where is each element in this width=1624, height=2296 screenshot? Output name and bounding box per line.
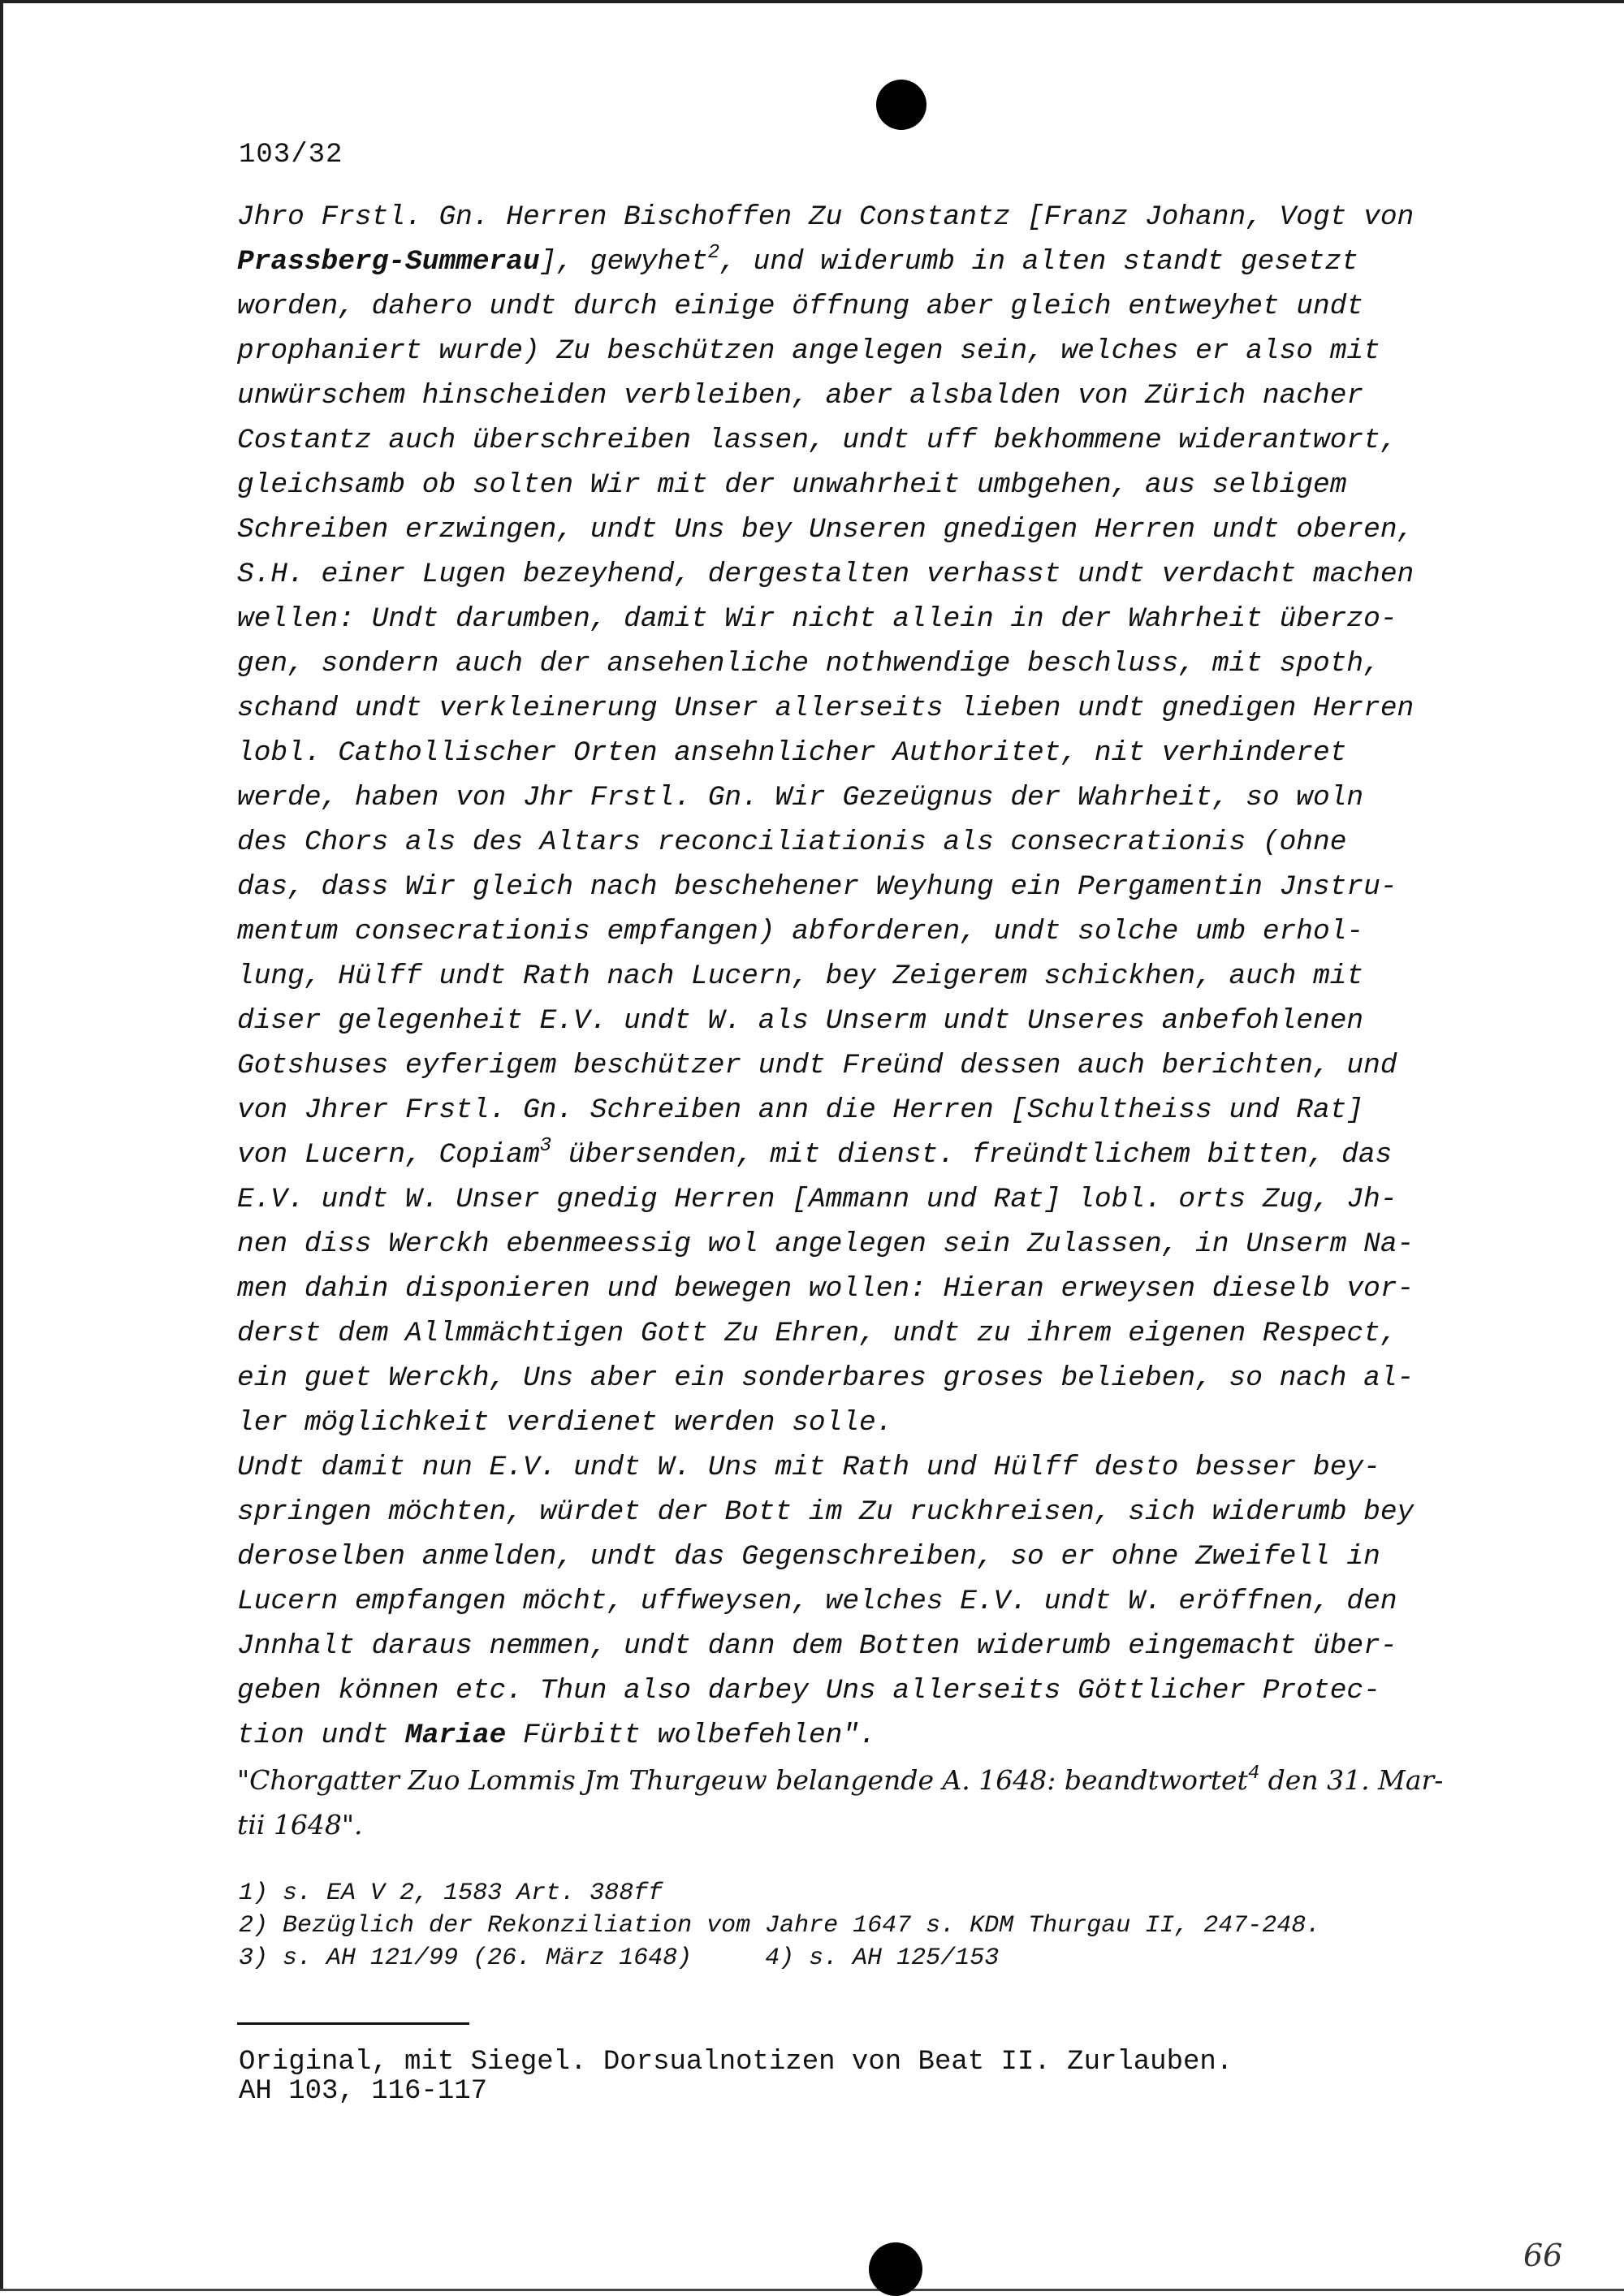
text-segment: lung, Hülff undt Rath nach Lucern, bey Zeigerem schickhen, auch mit xyxy=(237,960,1364,992)
text-segment: Costantz auch überschreiben lassen, undt uff bekhommene widerantwort, xyxy=(237,425,1397,456)
text-segment: werde, haben von Jhr Frstl. Gn. Wir Gezeügnus der Wahrheit, so woln xyxy=(237,782,1364,814)
text-line xyxy=(237,463,1488,507)
text-segment: das, dass Wir gleich nach beschehener Weyhung ein Pergamentin Jnstru- xyxy=(237,871,1397,903)
scan-border-top xyxy=(0,0,1624,3)
punch-hole-bottom xyxy=(869,2242,922,2296)
text-segment: ], gewyhet xyxy=(539,246,708,278)
text-segment: "Chorgatter Zuo Lommis Jm Thurgeuw belangende A. 1648: beandtwortet xyxy=(237,1764,1248,1796)
text-line xyxy=(237,1133,1488,1177)
text-line xyxy=(237,195,1488,240)
text-line xyxy=(237,329,1488,373)
text-segment: prophaniert wurde) Zu beschützen angelegen sein, welches er also mit xyxy=(237,335,1380,367)
text-segment: mentum consecrationis empfangen) abforderen, undt solche umb erhol- xyxy=(237,916,1364,947)
text-line xyxy=(237,507,1488,552)
text-line xyxy=(237,1356,1488,1400)
text-segment: übersenden, mit dienst. freündtlichem bitten, das xyxy=(551,1139,1393,1171)
text-line xyxy=(237,731,1488,775)
text-line xyxy=(237,1311,1488,1356)
text-segment: Prassberg-Summerau xyxy=(237,246,540,278)
text-segment: gleichsamb ob solten Wir mit der unwahrheit umbgehen, aus selbigem xyxy=(237,469,1347,501)
text-segment: ler möglichkeit verdienet werden solle. xyxy=(237,1407,893,1439)
footnote-ref: 3 xyxy=(539,1135,552,1157)
source-line-1: Original, mit Siegel. Dorsualnotizen von Beat II. Zurlauben. xyxy=(239,2047,1233,2078)
text-segment: tii 1648". xyxy=(237,1809,363,1841)
text-segment: men dahin disponieren und bewegen wollen: Hieran erweysen dieselb vor- xyxy=(237,1273,1415,1305)
footnote-3-4: 3) s. AH 121/99 (26. März 1648) 4) s. AH 125/153 xyxy=(239,1944,1000,1972)
letter-body xyxy=(237,195,1488,1847)
text-segment: deroselben anmelden, undt das Gegenschreiben, so er ohne Zweifell in xyxy=(237,1541,1380,1573)
text-line xyxy=(237,865,1488,909)
text-segment: diser gelegenheit E.V. undt W. als Unserm undt Unseres anbefohlenen xyxy=(237,1005,1364,1037)
text-line xyxy=(237,1490,1488,1534)
text-line xyxy=(237,1177,1488,1222)
text-line xyxy=(237,1624,1488,1668)
text-segment: den 31. Mar- xyxy=(1259,1764,1444,1796)
footnote-1: 1) s. EA V 2, 1583 Art. 388ff xyxy=(239,1880,663,1907)
text-segment: E.V. undt W. Unser gnedig Herren [Ammann und Rat] lobl. orts Zug, Jh- xyxy=(237,1184,1397,1215)
text-line xyxy=(237,775,1488,820)
text-segment: tion undt xyxy=(237,1720,406,1751)
text-line xyxy=(237,1445,1488,1490)
text-line xyxy=(237,1668,1488,1713)
text-line xyxy=(237,284,1488,329)
text-line xyxy=(237,641,1488,686)
source-line-2: AH 103, 116-117 xyxy=(239,2076,488,2107)
text-line xyxy=(237,820,1488,865)
text-segment: nen diss Werckh ebenmeessig wol angelegen sein Zulassen, in Unserm Na- xyxy=(237,1228,1415,1260)
text-segment: Lucern empfangen möcht, uffweysen, welches E.V. undt W. eröffnen, den xyxy=(237,1586,1397,1617)
text-segment: worden, dahero undt durch einige öffnung aber gleich entweyhet undt xyxy=(237,291,1364,322)
text-segment: des Chors als des Altars reconciliationis als consecrationis (ohne xyxy=(237,826,1347,858)
text-segment: Fürbitt wolbefehlen". xyxy=(506,1720,876,1751)
footnotes xyxy=(239,1877,1538,1974)
footnote-divider xyxy=(237,2022,469,2025)
text-line xyxy=(237,1400,1488,1445)
text-segment: Gotshuses eyferigem beschützer undt Freünd dessen auch berichten, und xyxy=(237,1050,1397,1081)
text-segment: lobl. Cathollischer Orten ansehnlicher Authoritet, nit verhinderet xyxy=(237,737,1347,769)
text-segment: ein guet Werckh, Uns aber ein sonderbares groses belieben, so nach al- xyxy=(237,1362,1415,1394)
document-number: 103/32 xyxy=(239,140,343,170)
text-line xyxy=(237,954,1488,999)
text-line xyxy=(237,999,1488,1043)
text-line xyxy=(237,1088,1488,1133)
punch-hole-top xyxy=(876,80,926,130)
text-segment: derst dem Allmmächtigen Gott Zu Ehren, undt zu ihrem eigenen Respect, xyxy=(237,1318,1397,1349)
text-line xyxy=(237,1222,1488,1267)
text-line xyxy=(237,373,1488,418)
text-line xyxy=(237,1043,1488,1088)
text-line xyxy=(237,909,1488,954)
footnote-ref: 2 xyxy=(707,242,720,264)
source-note xyxy=(239,2048,1233,2106)
text-line xyxy=(237,1267,1488,1311)
text-segment: von Lucern, Copiam xyxy=(237,1139,540,1171)
scan-border-left xyxy=(0,0,3,2291)
text-line xyxy=(237,597,1488,641)
text-segment: geben können etc. Thun also darbey Uns allerseits Göttlicher Protec- xyxy=(237,1675,1380,1707)
text-segment: Undt damit nun E.V. undt W. Uns mit Rath und Hülff desto besser bey- xyxy=(237,1452,1380,1483)
text-segment: gen, sondern auch der ansehenliche nothwendige beschluss, mit spoth, xyxy=(237,648,1380,680)
footnote-ref: 4 xyxy=(1247,1763,1260,1785)
text-segment: Jhro Frstl. Gn. Herren Bischoffen Zu Constantz [Franz Johann, Vogt von xyxy=(237,201,1415,233)
text-line xyxy=(237,1802,1488,1847)
page-mark: 66 xyxy=(1523,2238,1563,2273)
footnote-2: 2) Bezüglich der Rekonziliation vom Jahre 1647 s. KDM Thurgau II, 247-248. xyxy=(239,1912,1321,1940)
text-segment: unwürschem hinscheiden verbleiben, aber alsbalden von Zürich nacher xyxy=(237,380,1364,412)
text-segment: S.H. einer Lugen bezeyhend, dergestalten verhasst undt verdacht machen xyxy=(237,559,1415,590)
text-segment: Schreiben erzwingen, undt Uns bey Unseren gnedigen Herren undt oberen, xyxy=(237,514,1415,546)
text-segment: wellen: Undt darumben, damit Wir nicht allein in der Wahrheit überzo- xyxy=(237,603,1397,635)
text-segment: schand undt verkleinerung Unser allerseits lieben undt gnedigen Herren xyxy=(237,693,1415,724)
text-segment: Mariae xyxy=(405,1720,507,1751)
text-line xyxy=(237,1758,1488,1802)
text-line xyxy=(237,1579,1488,1624)
text-line xyxy=(237,552,1488,597)
text-segment: , und widerumb in alten standt gesetzt xyxy=(719,246,1358,278)
text-line xyxy=(237,686,1488,731)
text-segment: springen möchten, würdet der Bott im Zu ruckhreisen, sich widerumb bey xyxy=(237,1496,1415,1528)
text-line xyxy=(237,1713,1488,1758)
text-line xyxy=(237,240,1488,284)
text-segment: Jnnhalt daraus nemmen, undt dann dem Botten widerumb eingemacht über- xyxy=(237,1630,1397,1662)
text-line xyxy=(237,418,1488,463)
text-segment: von Jhrer Frstl. Gn. Schreiben ann die Herren [Schultheiss und Rat] xyxy=(237,1094,1364,1126)
text-line xyxy=(237,1534,1488,1579)
